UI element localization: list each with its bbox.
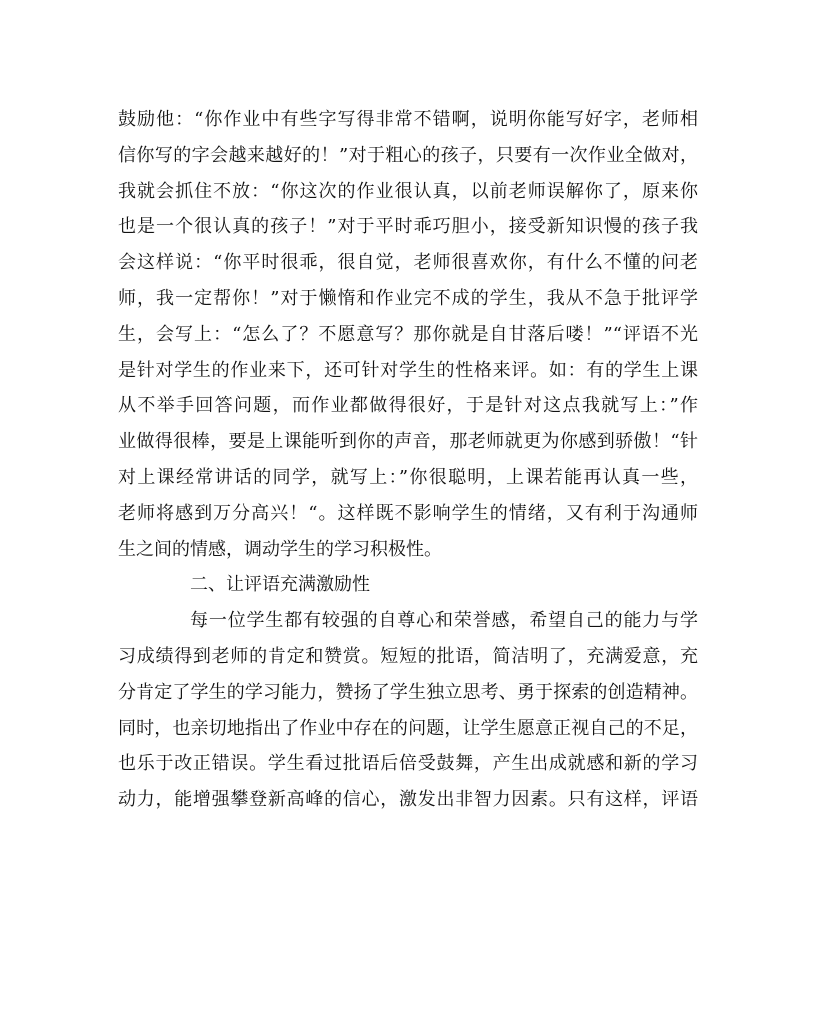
paragraph-1-line: 老师将感到万分高兴！“。这样既不影响学生的情绪，又有利于沟通师 [118, 502, 698, 524]
paragraph-2-line: 习成绩得到老师的肯定和赞赏。短短的批语，简洁明了，充满爱意，充 [118, 645, 698, 667]
paragraph-2-line: 分肯定了学生的学习能力，赞扬了学生独立思考、勇于探索的创造精神。 [118, 681, 698, 703]
paragraph-1-line: 业做得很棒，要是上课能听到你的声音，那老师就更为你感到骄傲！“针 [118, 431, 698, 453]
paragraph-1-line: 信你写的字会越来越好的！”对于粗心的孩子，只要有一次作业全做对， [118, 144, 698, 166]
section-heading: 二、让评语充满激励性 [190, 574, 370, 596]
paragraph-2-line: 动力，能增强攀登新高峰的信心，激发出非智力因素。只有这样，评语 [118, 789, 698, 811]
paragraph-1-line: 我就会抓住不放：“你这次的作业很认真，以前老师误解你了，原来你 [118, 180, 698, 202]
paragraph-1-line: 对上课经常讲话的同学，就写上：”你很聪明，上课若能再认真一些， [118, 466, 698, 488]
paragraph-2-line: 也乐于改正错误。学生看过批语后倍受鼓舞，产生出成就感和新的学习 [118, 753, 698, 775]
paragraph-2-line: 每一位学生都有较强的自尊心和荣誉感，希望自己的能力与学 [190, 610, 698, 632]
document-body [118, 102, 698, 818]
paragraph-1-line: 鼓励他：“你作业中有些字写得非常不错啊，说明你能写好字，老师相 [118, 109, 698, 130]
paragraph-1-line: 也是一个很认真的孩子！”对于平时乖巧胆小，接受新知识慢的孩子我 [118, 216, 698, 238]
paragraph-1-line: 生之间的情感，调动学生的学习积极性。 [118, 538, 442, 560]
paragraph-1-line: 是针对学生的作业来下，还可针对学生的性格来评。如：有的学生上课 [118, 359, 698, 381]
paragraph-2-line: 同时，也亲切地指出了作业中存在的问题，让学生愿意正视自己的不足， [118, 717, 698, 739]
paragraph-1-line: 生，会写上：“怎么了？不愿意写？那你就是自甘落后喽！”“评语不光 [118, 323, 698, 345]
paragraph-1-line: 师，我一定帮你！”对于懒惰和作业完不成的学生，我从不急于批评学 [118, 287, 698, 309]
paragraph-1-line: 从不举手回答问题，而作业都做得很好，于是针对这点我就写上：”作 [118, 395, 698, 417]
paragraph-1-line: 会这样说：“你平时很乖，很自觉，老师很喜欢你，有什么不懂的问老 [118, 252, 698, 274]
